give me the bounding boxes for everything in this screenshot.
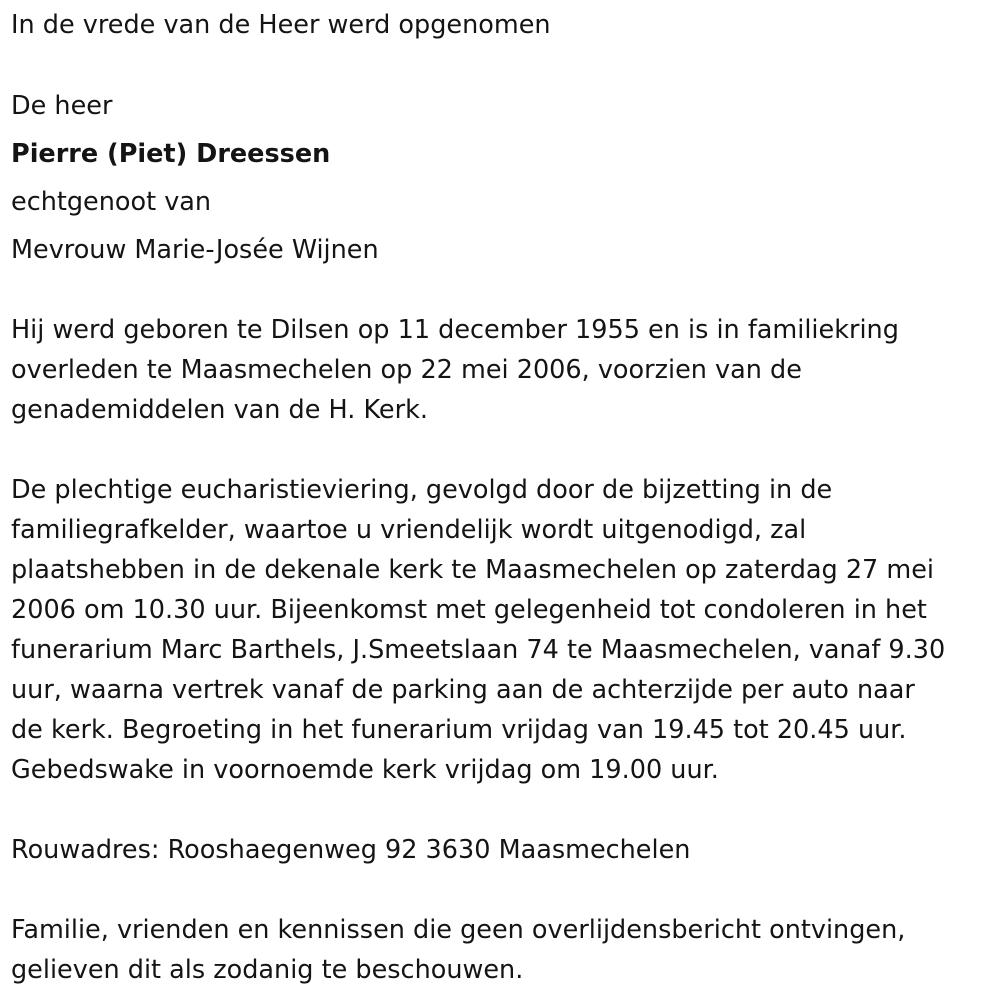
- paragraph-line: funerarium Marc Barthels, J.Smeetslaan 74 te Maasmechelen, vanaf 9.30: [11, 635, 946, 665]
- spouse-name: Mevrouw Marie-Josée Wijnen: [11, 235, 379, 265]
- closing-paragraph: [11, 910, 905, 990]
- paragraph-line: 2006 om 10.30 uur. Bijeenkomst met gelegenheid tot condoleren in het: [11, 595, 927, 625]
- paragraph-line: plaatshebben in de dekenale kerk te Maasmechelen op zaterdag 27 mei: [11, 555, 934, 585]
- paragraph-line: overleden te Maasmechelen op 22 mei 2006, voorzien van de: [11, 355, 802, 385]
- birth-death-paragraph: [11, 310, 899, 430]
- paragraph-line: Familie, vrienden en kennissen die geen overlijdensbericht ontvingen,: [11, 915, 906, 945]
- relation-line: echtgenoot van: [11, 187, 212, 217]
- paragraph-line: uur, waarna vertrek vanaf de parking aan de achterzijde per auto naar: [11, 675, 915, 705]
- title-prefix: De heer: [11, 91, 113, 121]
- paragraph-line: Gebedswake in voornoemde kerk vrijdag om 19.00 uur.: [11, 755, 719, 785]
- paragraph-line: gelieven dit als zodanig te beschouwen.: [11, 955, 524, 985]
- mourning-address: Rouwadres: Rooshaegenweg 92 3630 Maasmechelen: [11, 835, 691, 865]
- intro-line: In de vrede van de Heer werd opgenomen: [11, 10, 551, 40]
- paragraph-line: Hij werd geboren te Dilsen op 11 december 1955 en is in familiekring: [11, 315, 899, 345]
- deceased-name: Pierre (Piet) Dreessen: [11, 139, 331, 169]
- paragraph-line: familiegrafkelder, waartoe u vriendelijk wordt uitgenodigd, zal: [11, 515, 807, 545]
- paragraph-line: De plechtige eucharistieviering, gevolgd door de bijzetting in de: [11, 475, 833, 505]
- ceremony-paragraph: [11, 470, 945, 790]
- paragraph-line: de kerk. Begroeting in het funerarium vrijdag van 19.45 tot 20.45 uur.: [11, 715, 907, 745]
- paragraph-line: genademiddelen van de H. Kerk.: [11, 395, 428, 425]
